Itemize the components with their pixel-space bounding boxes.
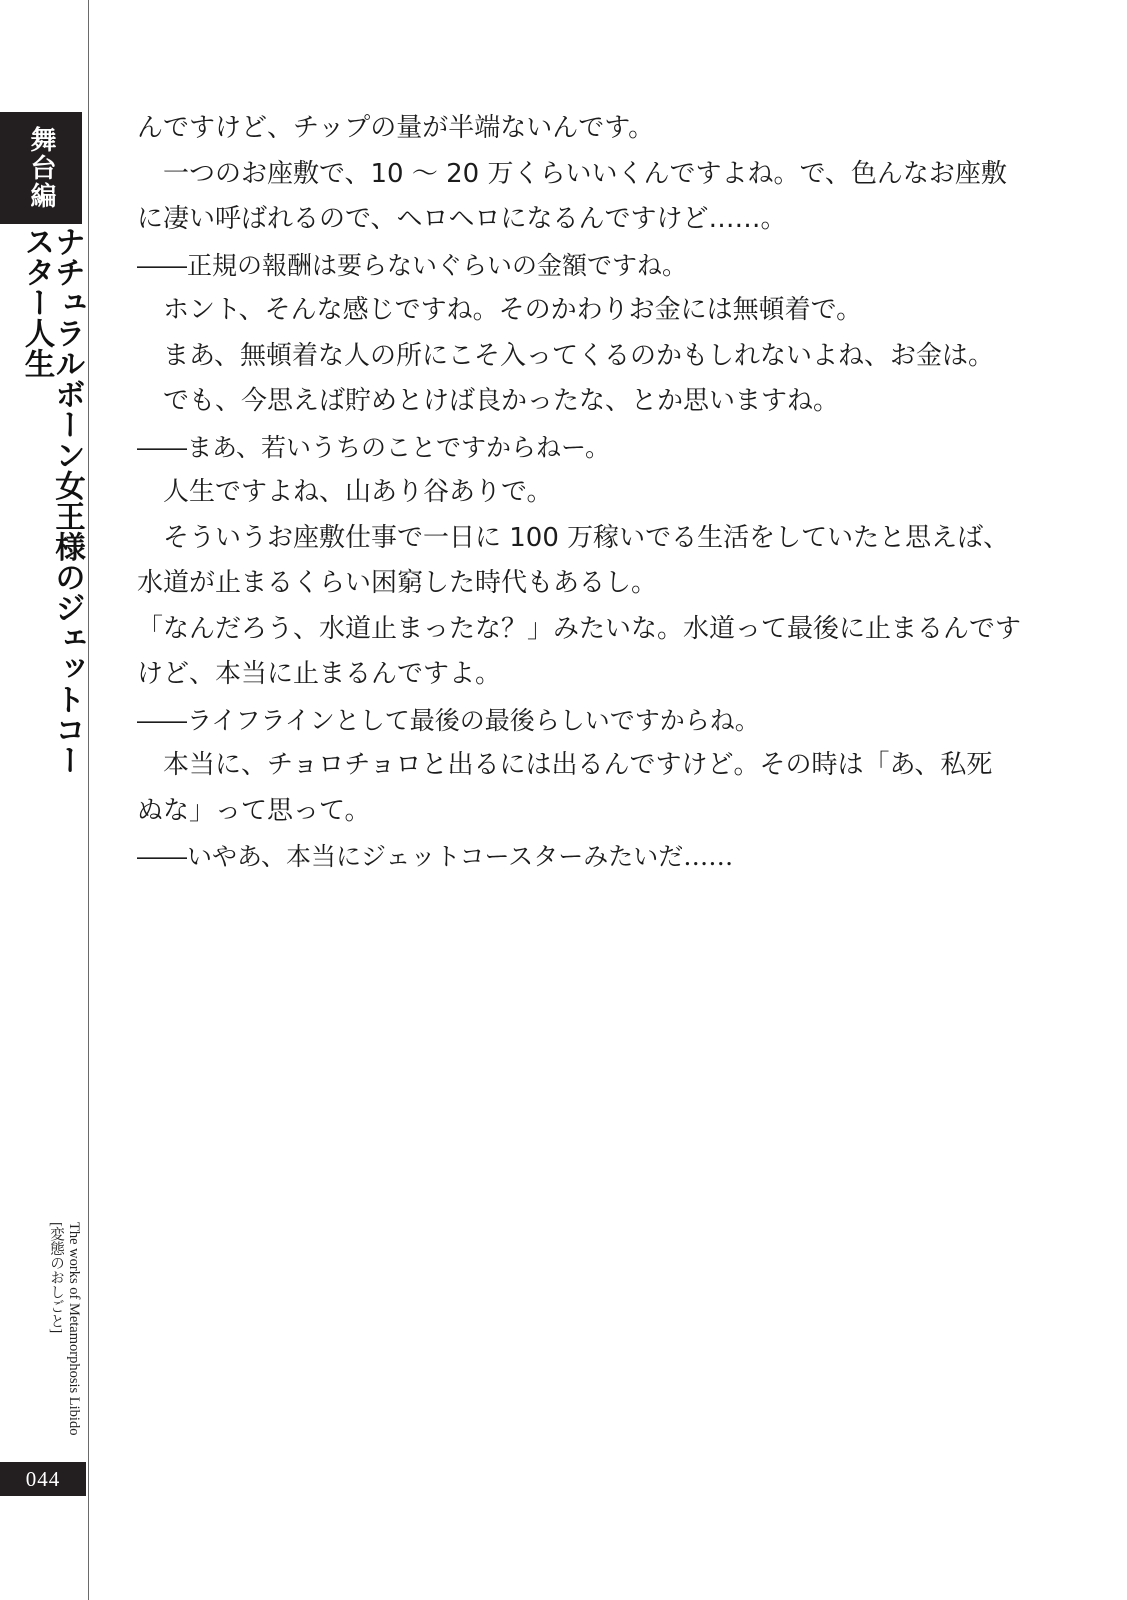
book-title [40, 1222, 90, 1452]
section-tab [0, 112, 82, 224]
body-line: 人生ですよね、山あり谷ありで。 [137, 477, 553, 507]
page-number: 044 [0, 1462, 86, 1496]
section-label: 舞台編 [26, 126, 56, 210]
body-line: 「なんだろう、水道止まったな？」みたいな。水道って最後に止まるんです [137, 613, 1022, 644]
body-line: まあ、無頓着な人の所にこそ入ってくるのかもしれないよね、お金は。 [137, 340, 994, 371]
body-line: 水道が止まるくらい困窮した時代もあるし。 [137, 568, 658, 598]
chapter-title [19, 226, 86, 786]
book-title-block [47, 1222, 83, 1452]
chapter-title-text: ナチュラルボーン女王様のジェットコースター人生 [19, 226, 86, 775]
body-line: そういうお座敷仕事で一日に 100 万稼いでる生活をしていたと思えば、 [137, 522, 1010, 553]
body-line: ホント、そんな感じですね。そのかわりお金には無頓着で。 [137, 295, 863, 325]
body-line: でも、今思えば貯めとけば良かったな、とか思いますね。 [137, 386, 840, 416]
interviewer-line: ――いやあ、本当にジェットコースターみたいだ…… [137, 842, 734, 871]
book-subtitle-text: [変態のおしごと] [48, 1222, 64, 1334]
body-line: に凄い呼ばれるので、ヘロヘロになるんですけど……。 [137, 204, 787, 234]
body-line: 一つのお座敷で、10 ～ 20 万くらいいくんですよね。で、色んなお座敷 [137, 158, 1007, 189]
interviewer-line: ――正規の報酬は要らないぐらいの金額ですね。 [137, 250, 688, 280]
book-title-text: The works of Metamorphosis Libido [66, 1222, 82, 1436]
interviewer-line: ――まあ、若いうちのことですからねー。 [137, 432, 611, 462]
interviewer-line: ――ライフラインとして最後の最後らしいですからね。 [137, 705, 760, 735]
body-line: んですけど、チップの量が半端ないんです。 [137, 113, 655, 143]
body-text [137, 106, 1022, 880]
body-line: ぬな」って思って。 [137, 795, 371, 826]
body-line: けど、本当に止まるんですよ。 [137, 659, 502, 689]
body-line: 本当に、チョロチョロと出るには出るんですけど。その時は「あ、私死 [137, 750, 993, 780]
